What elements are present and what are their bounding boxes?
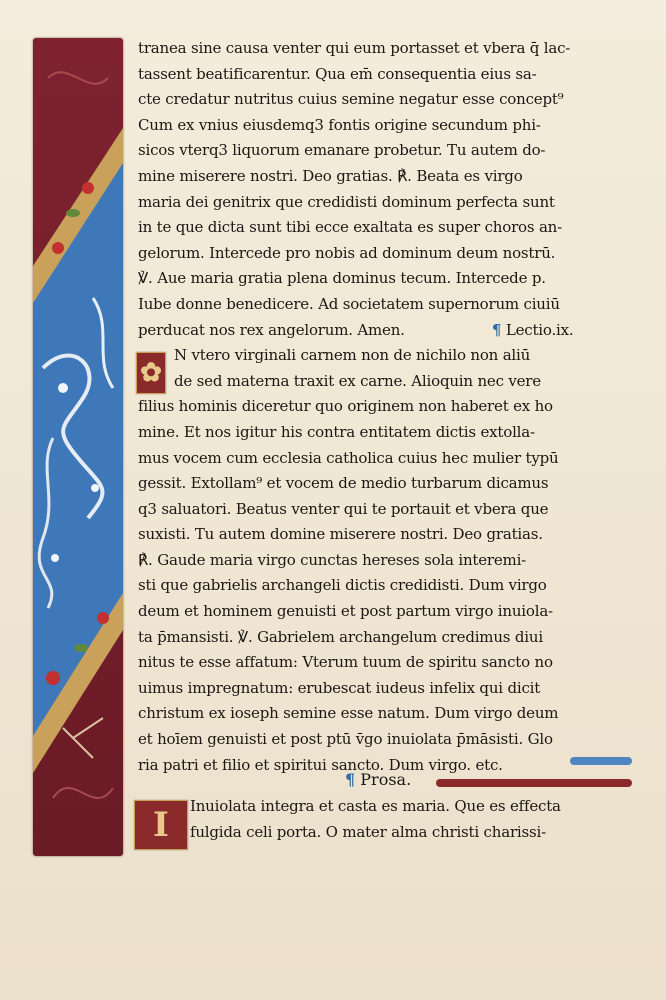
main-text-block	[138, 36, 638, 778]
text-line: tassent beatificarentur. Qua em̄ consequentia eius sa-	[138, 64, 537, 83]
text-line: sicos vterq3 liquorum emanare probetur. Tu autem do-	[138, 141, 546, 160]
text-line: gelorum. Intercede pro nobis ad dominum deum nostrū.	[138, 243, 556, 262]
text-line: nitus te esse affatum: Vterum tuum de spiritu sancto no	[138, 653, 553, 672]
text-line: ria patri et filio et spiritui sancto. Dum virgo. etc.	[138, 755, 503, 774]
text-line: mine. Et nos igitur his contra entitatem dictis extolla-	[138, 422, 535, 441]
text-line: uimus impregnatum: erubescat iudeus infelix qui dicit	[138, 678, 541, 697]
illuminated-initial-prosa: I	[134, 800, 188, 850]
text-line: cte credatur nutritus cuius semine negatur esse concept⁹	[138, 90, 564, 109]
text-line: sti que gabrielis archangeli dictis credidisti. Dum virgo	[138, 576, 547, 595]
paragraph-mark: ¶	[345, 770, 356, 789]
text-line: et hoīem genuisti et post ptū v̄go inuiolata p̄māsisti. Glo	[138, 730, 553, 749]
floral-border-illustration	[33, 38, 123, 856]
text-line: N vtero virginali carnem non de nichilo non aliū	[174, 346, 531, 365]
red-line-filler	[436, 779, 632, 787]
blue-line-filler	[570, 757, 632, 765]
text-line: ℣. Aue maria gratia plena dominus tecum. Intercede p.	[138, 269, 546, 288]
text-line: ta p̄mansisti. ℣. Gabrielem archangelum credimus diui	[138, 627, 543, 646]
text-line: maria dei genitrix que credidisti dominum perfecta sunt	[138, 192, 555, 211]
text-line: mus vocem cum ecclesia catholica cuius hec mulier typū	[138, 448, 559, 467]
text-line: fulgida celi porta. O mater alma christi charissi-	[190, 822, 546, 841]
lectio-heading: Lectio.ix.	[505, 320, 574, 339]
text-line: christum ex ioseph semine esse natum. Dum virgo deum	[138, 704, 559, 723]
text-line: de sed materna traxit ex carne. Alioquin nec vere	[174, 371, 541, 390]
text-line: tranea sine causa venter qui eum portasset et vbera q̄ lac-	[138, 39, 571, 57]
text-line: q3 saluatori. Beatus venter qui te portauit et vbera que	[138, 499, 549, 518]
prosa-heading	[345, 770, 411, 789]
text-line: ℟. Gaude maria virgo cunctas hereses sola interemi-	[138, 550, 527, 569]
text-line	[138, 318, 638, 344]
text-line: in te que dicta sunt tibi ecce exaltata es super choros an-	[138, 218, 563, 237]
text-line: deum et hominem genuisti et post partum virgo inuiola-	[138, 602, 553, 621]
text-line: gessit. Extollam⁹ et vocem de medio turbarum dicamus	[138, 474, 549, 493]
text-line: Iube donne benedicere. Ad societatem supernorum ciuiū	[138, 294, 560, 313]
text-line: filius hominis diceretur quo originem non haberet ex ho	[138, 397, 553, 416]
paragraph-mark: ¶	[491, 320, 502, 339]
illuminated-border	[33, 38, 123, 856]
illuminated-initial-lectio: ✿	[136, 352, 166, 394]
text-line-end: perducat nos rex angelorum. Amen.	[138, 320, 405, 339]
prosa-text-block	[190, 794, 640, 845]
text-line: mine miserere nostri. Deo gratias. ℟. Beata es virgo	[138, 166, 523, 185]
text-line: Cum ex vnius eiusdemq3 fontis origine secundum phi-	[138, 115, 541, 134]
text-line: Inuiolata integra et casta es maria. Que es effecta	[190, 797, 561, 815]
text-line: suxisti. Tu autem domine miserere nostri. Deo gratias.	[138, 525, 543, 544]
prosa-label: Prosa.	[360, 770, 412, 789]
